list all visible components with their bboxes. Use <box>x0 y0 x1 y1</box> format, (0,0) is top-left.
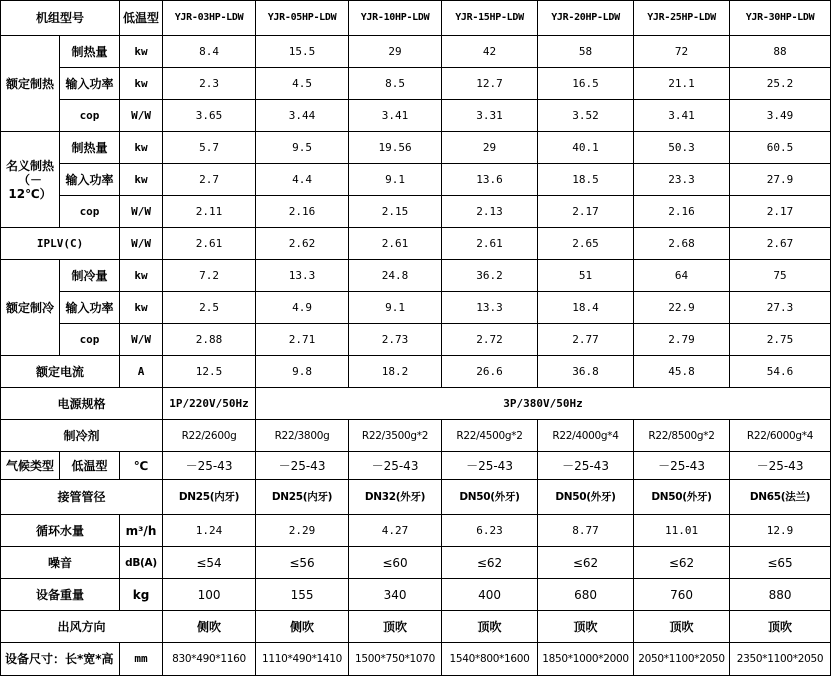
value-cell: DN50(外牙) <box>634 480 730 515</box>
value-cell: 12.9 <box>730 515 831 547</box>
table-row <box>1 132 831 164</box>
value-cell: 8.4 <box>163 36 256 68</box>
value-cell: 2050*1100*2050 <box>634 643 730 676</box>
unit-cell: W/W <box>120 228 163 260</box>
unit-cell: kw <box>120 164 163 196</box>
power-supply-label: 电源规格 <box>1 388 163 420</box>
unit-cell: ℃ <box>120 452 163 480</box>
value-cell: ≤62 <box>634 547 730 579</box>
value-cell: ≤62 <box>538 547 634 579</box>
value-cell: 100 <box>163 579 256 611</box>
value-cell: DN32(外牙) <box>349 480 442 515</box>
value-cell: 880 <box>730 579 831 611</box>
value-cell: 2.13 <box>442 196 538 228</box>
value-cell: 27.9 <box>730 164 831 196</box>
value-cell: 58 <box>538 36 634 68</box>
table-row <box>1 643 831 676</box>
value-cell: 26.6 <box>442 356 538 388</box>
value-cell: 12.5 <box>163 356 256 388</box>
value-cell: 75 <box>730 260 831 292</box>
unit-cell: mm <box>120 643 163 676</box>
value-cell: 8.77 <box>538 515 634 547</box>
value-cell: 155 <box>256 579 349 611</box>
value-cell: DN25(内牙) <box>256 480 349 515</box>
unit-cell: dB(A) <box>120 547 163 579</box>
value-cell: 64 <box>634 260 730 292</box>
value-cell: R22/3800g <box>256 420 349 452</box>
value-cell: －25-43 <box>256 452 349 480</box>
value-cell: 40.1 <box>538 132 634 164</box>
header-row <box>1 1 831 36</box>
value-cell: 36.2 <box>442 260 538 292</box>
climate-sub-label: 低温型 <box>60 452 120 480</box>
water-flow-label: 循环水量 <box>1 515 120 547</box>
value-cell: 顶吹 <box>442 611 538 643</box>
value-cell: 2.16 <box>634 196 730 228</box>
value-cell: 2.3 <box>163 68 256 100</box>
table-row <box>1 228 831 260</box>
value-cell: DN50(外牙) <box>442 480 538 515</box>
table-row <box>1 356 831 388</box>
model-header-label: 机组型号 <box>1 1 120 36</box>
value-cell: 4.9 <box>256 292 349 324</box>
value-cell: 顶吹 <box>730 611 831 643</box>
value-cell: 2.61 <box>163 228 256 260</box>
value-cell: 9.1 <box>349 164 442 196</box>
row-label: cop <box>60 324 120 356</box>
row-label: 制热量 <box>60 36 120 68</box>
value-cell: 2.68 <box>634 228 730 260</box>
value-cell: 2.16 <box>256 196 349 228</box>
noise-label: 噪音 <box>1 547 120 579</box>
dimensions-label: 设备尺寸：长*宽*高 <box>1 643 120 676</box>
value-cell: 9.5 <box>256 132 349 164</box>
table-row <box>1 324 831 356</box>
value-cell: R22/6000g*4 <box>730 420 831 452</box>
value-cell: 4.4 <box>256 164 349 196</box>
value-cell: 13.3 <box>256 260 349 292</box>
table-row <box>1 260 831 292</box>
model-name: YJR-20HP-LDW <box>538 1 634 36</box>
value-cell: 2.67 <box>730 228 831 260</box>
table-row <box>1 547 831 579</box>
value-cell: 29 <box>349 36 442 68</box>
value-cell: 2.75 <box>730 324 831 356</box>
value-cell: 11.01 <box>634 515 730 547</box>
value-cell: 15.5 <box>256 36 349 68</box>
value-cell: 16.5 <box>538 68 634 100</box>
table-row <box>1 68 831 100</box>
value-cell: 2.7 <box>163 164 256 196</box>
value-cell: 3.65 <box>163 100 256 132</box>
unit-cell: A <box>120 356 163 388</box>
value-cell: 12.7 <box>442 68 538 100</box>
value-cell: 22.9 <box>634 292 730 324</box>
value-cell: 7.2 <box>163 260 256 292</box>
value-cell: 54.6 <box>730 356 831 388</box>
value-cell: 5.7 <box>163 132 256 164</box>
iplv-label: IPLV(C) <box>1 228 120 260</box>
value-cell: 8.5 <box>349 68 442 100</box>
nominal-heating-group: 名义制热（－12℃） <box>1 132 60 228</box>
value-cell: R22/3500g*2 <box>349 420 442 452</box>
value-cell: ≤54 <box>163 547 256 579</box>
value-cell: DN50(外牙) <box>538 480 634 515</box>
value-cell: 60.5 <box>730 132 831 164</box>
value-cell: DN25(内牙) <box>163 480 256 515</box>
value-cell: 400 <box>442 579 538 611</box>
value-cell: 2.72 <box>442 324 538 356</box>
value-cell: 760 <box>634 579 730 611</box>
low-temp-header-label: 低温型 <box>120 1 163 36</box>
value-cell: －25-43 <box>730 452 831 480</box>
table-row <box>1 611 831 643</box>
value-cell: 23.3 <box>634 164 730 196</box>
airflow-label: 出风方向 <box>1 611 163 643</box>
unit-cell: m³/h <box>120 515 163 547</box>
value-cell: 1540*800*1600 <box>442 643 538 676</box>
unit-cell: kw <box>120 292 163 324</box>
value-cell: 2.61 <box>349 228 442 260</box>
value-cell: 3.44 <box>256 100 349 132</box>
unit-cell: kw <box>120 68 163 100</box>
value-cell: 6.23 <box>442 515 538 547</box>
value-cell: 36.8 <box>538 356 634 388</box>
model-name: YJR-03HP-LDW <box>163 1 256 36</box>
value-cell: 45.8 <box>634 356 730 388</box>
value-cell: 21.1 <box>634 68 730 100</box>
value-cell: 2.17 <box>730 196 831 228</box>
value-cell: －25-43 <box>163 452 256 480</box>
row-label: cop <box>60 100 120 132</box>
value-cell: 51 <box>538 260 634 292</box>
value-cell: 3.31 <box>442 100 538 132</box>
value-cell: 19.56 <box>349 132 442 164</box>
value-cell: ≤62 <box>442 547 538 579</box>
table-row <box>1 164 831 196</box>
value-cell: 2.65 <box>538 228 634 260</box>
value-cell: 4.27 <box>349 515 442 547</box>
unit-cell: kw <box>120 260 163 292</box>
row-label: 制冷量 <box>60 260 120 292</box>
value-cell: 3.41 <box>349 100 442 132</box>
row-label: 输入功率 <box>60 292 120 324</box>
value-cell: R22/8500g*2 <box>634 420 730 452</box>
value-cell: －25-43 <box>349 452 442 480</box>
weight-label: 设备重量 <box>1 579 120 611</box>
value-cell: 2.15 <box>349 196 442 228</box>
model-name: YJR-30HP-LDW <box>730 1 831 36</box>
model-name: YJR-10HP-LDW <box>349 1 442 36</box>
row-label: 制热量 <box>60 132 120 164</box>
value-cell: 13.6 <box>442 164 538 196</box>
value-cell: 3.52 <box>538 100 634 132</box>
row-label: 输入功率 <box>60 164 120 196</box>
value-cell: R22/2600g <box>163 420 256 452</box>
value-cell: 25.2 <box>730 68 831 100</box>
value-cell: 340 <box>349 579 442 611</box>
unit-cell: kw <box>120 132 163 164</box>
value-cell: 18.5 <box>538 164 634 196</box>
pipe-label: 接管管径 <box>1 480 163 515</box>
value-cell: 72 <box>634 36 730 68</box>
value-cell: 2.5 <box>163 292 256 324</box>
rated-heating-group: 额定制热 <box>1 36 60 132</box>
value-cell: ≤65 <box>730 547 831 579</box>
value-cell: 2.29 <box>256 515 349 547</box>
value-cell: －25-43 <box>538 452 634 480</box>
value-cell: 9.1 <box>349 292 442 324</box>
row-label: 输入功率 <box>60 68 120 100</box>
value-cell: ≤60 <box>349 547 442 579</box>
value-cell: 680 <box>538 579 634 611</box>
value-cell: 9.8 <box>256 356 349 388</box>
value-cell: 24.8 <box>349 260 442 292</box>
value-cell: 3.41 <box>634 100 730 132</box>
model-name: YJR-15HP-LDW <box>442 1 538 36</box>
value-cell: 2.62 <box>256 228 349 260</box>
power-supply-single: 1P/220V/50Hz <box>163 388 256 420</box>
value-cell: 侧吹 <box>256 611 349 643</box>
value-cell: 2350*1100*2050 <box>730 643 831 676</box>
value-cell: 1850*1000*2000 <box>538 643 634 676</box>
value-cell: 13.3 <box>442 292 538 324</box>
unit-cell: W/W <box>120 324 163 356</box>
unit-cell: kw <box>120 36 163 68</box>
value-cell: 88 <box>730 36 831 68</box>
value-cell: DN65(法兰) <box>730 480 831 515</box>
value-cell: 830*490*1160 <box>163 643 256 676</box>
value-cell: 顶吹 <box>349 611 442 643</box>
unit-cell: kg <box>120 579 163 611</box>
model-name: YJR-25HP-LDW <box>634 1 730 36</box>
value-cell: R22/4000g*4 <box>538 420 634 452</box>
rated-current-label: 额定电流 <box>1 356 120 388</box>
table-row <box>1 388 831 420</box>
value-cell: －25-43 <box>634 452 730 480</box>
value-cell: 2.77 <box>538 324 634 356</box>
value-cell: 27.3 <box>730 292 831 324</box>
value-cell: 42 <box>442 36 538 68</box>
table-row <box>1 100 831 132</box>
value-cell: 4.5 <box>256 68 349 100</box>
value-cell: 1500*750*1070 <box>349 643 442 676</box>
value-cell: 2.71 <box>256 324 349 356</box>
value-cell: 18.2 <box>349 356 442 388</box>
table-row <box>1 480 831 515</box>
value-cell: 侧吹 <box>163 611 256 643</box>
value-cell: 2.73 <box>349 324 442 356</box>
value-cell: 2.11 <box>163 196 256 228</box>
value-cell: 29 <box>442 132 538 164</box>
climate-label: 气候类型 <box>1 452 60 480</box>
value-cell: 2.88 <box>163 324 256 356</box>
value-cell: 2.17 <box>538 196 634 228</box>
value-cell: R22/4500g*2 <box>442 420 538 452</box>
value-cell: 3.49 <box>730 100 831 132</box>
table-row <box>1 196 831 228</box>
value-cell: －25-43 <box>442 452 538 480</box>
rated-cooling-group: 额定制冷 <box>1 260 60 356</box>
unit-cell: W/W <box>120 100 163 132</box>
value-cell: ≤56 <box>256 547 349 579</box>
table-row <box>1 292 831 324</box>
value-cell: 50.3 <box>634 132 730 164</box>
value-cell: 顶吹 <box>538 611 634 643</box>
power-supply-three: 3P/380V/50Hz <box>256 388 831 420</box>
value-cell: 1110*490*1410 <box>256 643 349 676</box>
table-row <box>1 420 831 452</box>
value-cell: 2.79 <box>634 324 730 356</box>
table-row <box>1 36 831 68</box>
value-cell: 顶吹 <box>634 611 730 643</box>
value-cell: 18.4 <box>538 292 634 324</box>
value-cell: 1.24 <box>163 515 256 547</box>
refrigerant-label: 制冷剂 <box>1 420 163 452</box>
value-cell: 2.61 <box>442 228 538 260</box>
row-label: cop <box>60 196 120 228</box>
table-row <box>1 452 831 480</box>
table-row <box>1 579 831 611</box>
unit-cell: W/W <box>120 196 163 228</box>
model-name: YJR-05HP-LDW <box>256 1 349 36</box>
table-row <box>1 515 831 547</box>
